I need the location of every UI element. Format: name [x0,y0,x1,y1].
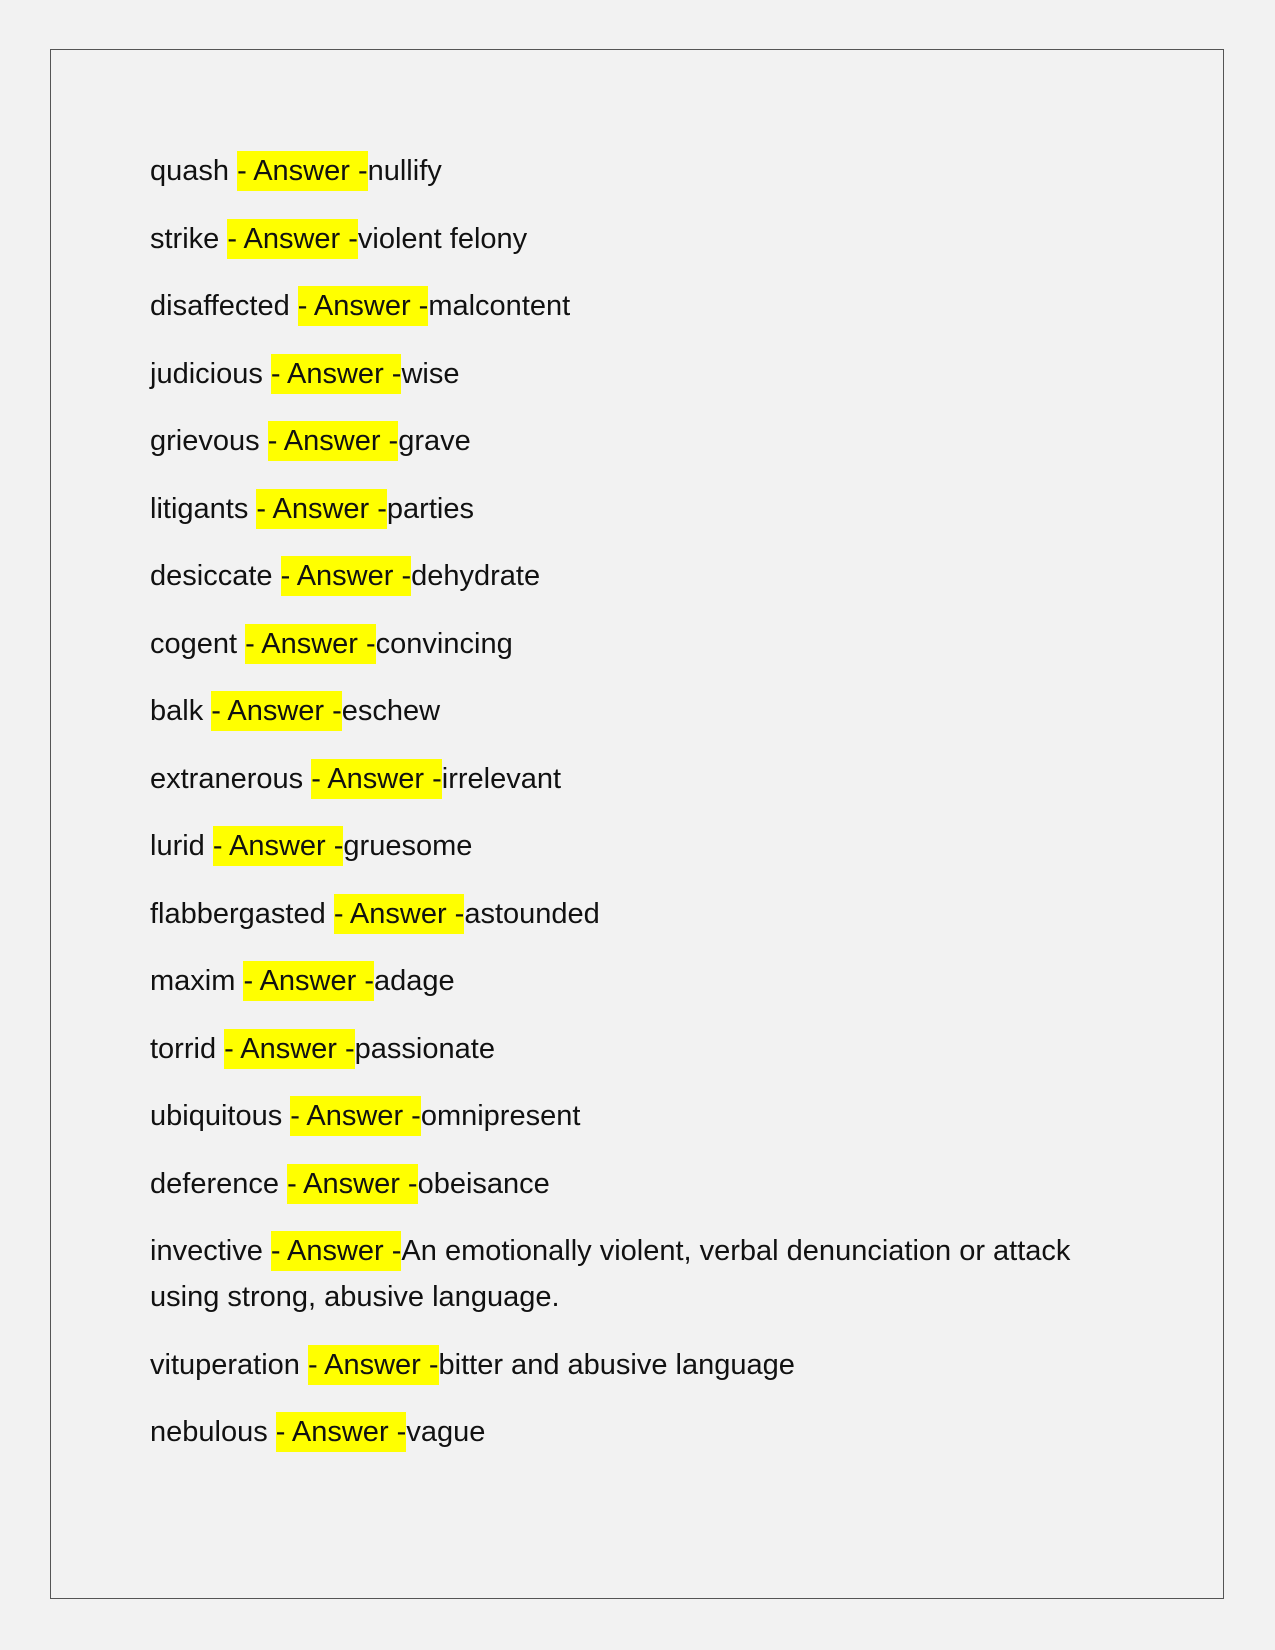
list-item [150,1342,1110,1388]
definition: nullify [367,155,442,187]
answer-highlight: - Answer - [224,1029,355,1069]
term: judicious [150,357,263,390]
definition: passionate [354,1032,495,1065]
term: torrid [150,1032,217,1065]
answer-highlight: - Answer - [290,1096,421,1136]
term: maxim [150,965,236,997]
answer-highlight: - Answer - [227,219,358,259]
list-item [150,351,1110,397]
list-item [150,1161,1110,1207]
answer-highlight: - Answer - [298,286,429,326]
list-item [150,553,1110,599]
list-item [150,688,1110,734]
term: extranerous [150,762,304,795]
definition: omnipresent [420,1100,581,1132]
definition: violent felony [357,222,528,255]
list-item [150,958,1110,1004]
list-item [150,1093,1110,1139]
answer-highlight: - Answer - [271,1231,402,1271]
list-item [150,891,1110,937]
answer-highlight: - Answer - [311,759,442,799]
term: grievous [150,425,260,457]
term: deference [150,1167,279,1200]
definition: grave [398,425,471,457]
term: ubiquitous [150,1100,283,1132]
answer-highlight: - Answer - [281,556,412,596]
answer-highlight: - Answer - [243,961,374,1001]
list-item [150,1026,1110,1072]
definition: eschew [341,695,441,727]
list-item [150,283,1110,329]
definition: irrelevant [441,762,562,795]
term: lurid [150,830,205,862]
definition: parties [386,492,474,525]
definition: An emotionally violent, verbal denunciation or attack using strong, abusive language. [150,1235,1071,1313]
term: flabbergasted [150,897,326,930]
list-item [150,148,1110,194]
list-item [150,756,1110,802]
answer-highlight: - Answer - [276,1412,407,1452]
term: balk [150,695,204,727]
list-item [150,621,1110,667]
definition: gruesome [343,830,473,862]
definition: astounded [464,897,600,930]
definition: malcontent [428,290,571,322]
answer-highlight: - Answer - [334,894,465,934]
term: quash [150,155,230,187]
list-item [150,216,1110,262]
definition: vague [406,1416,486,1448]
definition: obeisance [417,1167,550,1200]
term: desiccate [150,560,273,592]
list-item [150,823,1110,869]
list-item [150,1409,1110,1455]
definition: dehydrate [411,560,541,592]
term: vituperation [150,1348,300,1381]
definition: adage [373,965,455,997]
list-item [150,1228,1110,1320]
term: nebulous [150,1416,268,1448]
list-item [150,486,1110,532]
answer-highlight: - Answer - [213,826,344,866]
term: cogent [150,627,238,660]
answer-highlight: - Answer - [271,354,402,394]
answer-highlight: - Answer - [287,1164,418,1204]
definition: convincing [375,627,513,660]
term: litigants [150,492,249,525]
definition: bitter and abusive language [438,1348,795,1381]
term: disaffected [150,290,290,322]
term: invective [150,1235,263,1267]
answer-highlight: - Answer - [268,421,399,461]
answer-highlight: - Answer - [256,489,387,529]
term: strike [150,222,220,255]
flashcard-list [150,148,1110,1477]
answer-highlight: - Answer - [308,1345,439,1385]
list-item [150,418,1110,464]
answer-highlight: - Answer - [237,151,368,191]
definition: wise [401,357,460,390]
answer-highlight: - Answer - [245,624,376,664]
answer-highlight: - Answer - [211,691,342,731]
